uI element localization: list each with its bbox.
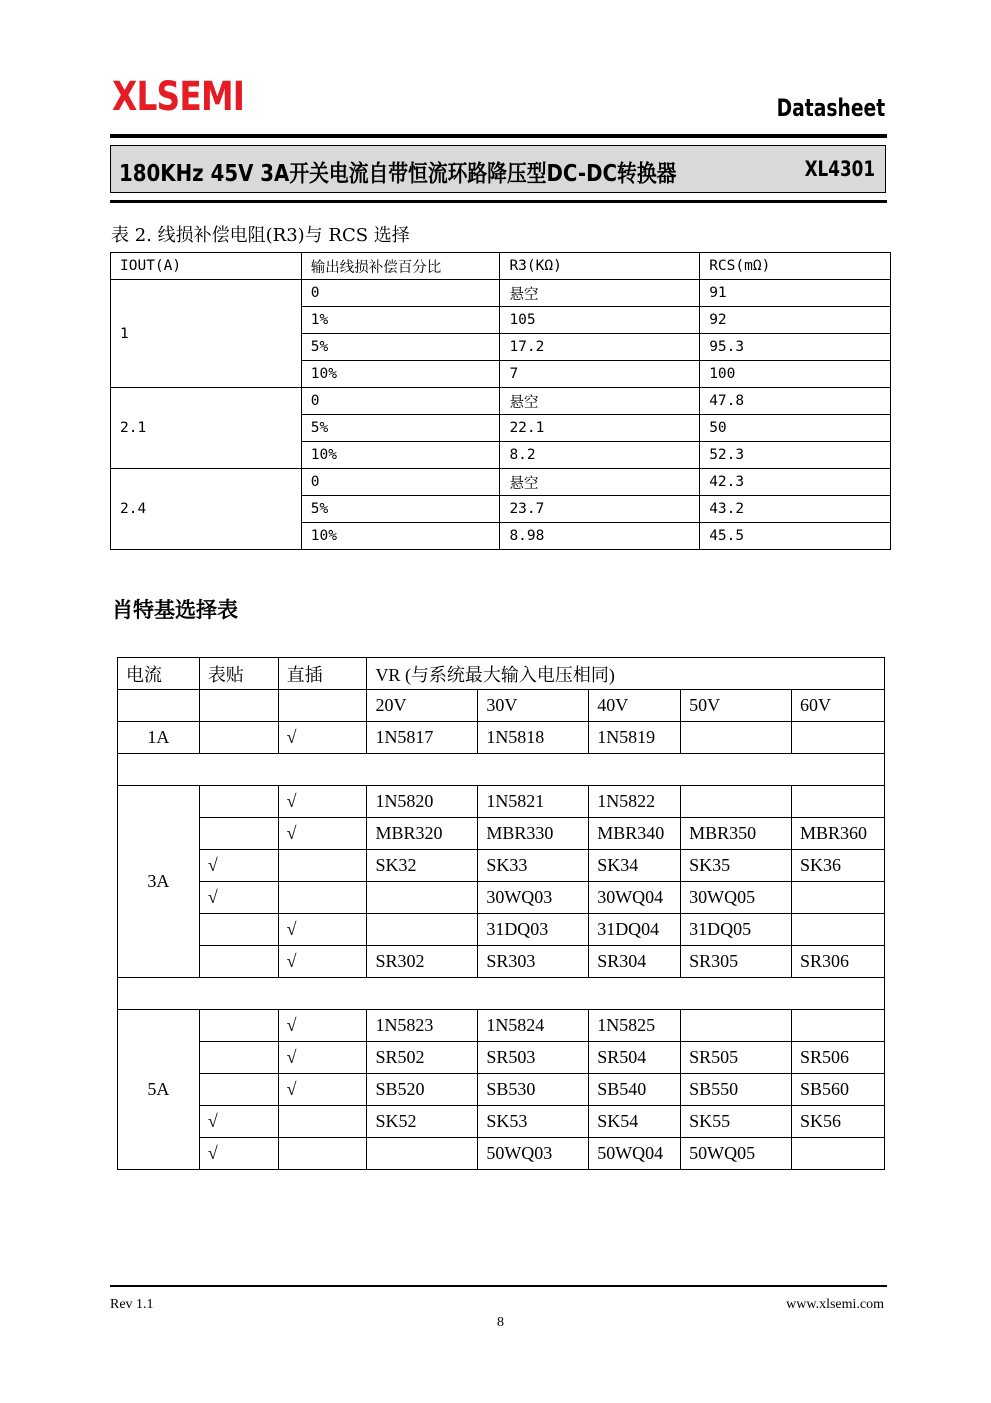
part-cell: SR505 (681, 1042, 792, 1074)
part-cell: SK54 (589, 1106, 681, 1138)
table-row (118, 1138, 885, 1170)
part-cell: SR506 (792, 1042, 885, 1074)
part-cell: 1N5825 (589, 1010, 681, 1042)
header-rule (110, 134, 887, 138)
column-header: RCS(mΩ) (700, 253, 891, 280)
table-row (111, 280, 891, 307)
current-cell: 5A (118, 1010, 200, 1170)
through-hole-check: √ (278, 1010, 367, 1042)
part-cell (681, 786, 792, 818)
r3-cell: 7 (500, 361, 700, 388)
current-header: 电流 (118, 658, 200, 690)
through-hole-check: √ (278, 946, 367, 978)
through-hole-check (278, 882, 367, 914)
rcs-cell: 47.8 (700, 388, 891, 415)
compensation-cell: 0 (301, 280, 500, 307)
rcs-cell: 43.2 (700, 496, 891, 523)
compensation-cell: 5% (301, 334, 500, 361)
table-row (118, 850, 885, 882)
blank-cell (278, 690, 367, 722)
through-hole-check: √ (278, 786, 367, 818)
schottky-table (117, 657, 885, 1170)
smd-header: 表贴 (199, 658, 278, 690)
part-cell: SR305 (681, 946, 792, 978)
spacer-cell (118, 754, 885, 786)
smd-check: √ (199, 850, 278, 882)
part-cell: SK52 (367, 1106, 478, 1138)
part-cell: SB550 (681, 1074, 792, 1106)
r3-cell: 悬空 (500, 469, 700, 496)
part-cell (367, 914, 478, 946)
rcs-cell: 92 (700, 307, 891, 334)
table-row (118, 1106, 885, 1138)
rcs-cell: 91 (700, 280, 891, 307)
iout-cell: 1 (111, 280, 302, 388)
voltage-header-row (118, 690, 885, 722)
r3-cell: 8.98 (500, 523, 700, 550)
r3-cell: 8.2 (500, 442, 700, 469)
smd-check (199, 914, 278, 946)
compensation-cell: 10% (301, 523, 500, 550)
smd-check (199, 786, 278, 818)
smd-check (199, 1074, 278, 1106)
part-cell: SR306 (792, 946, 885, 978)
rcs-cell: 45.5 (700, 523, 891, 550)
part-cell: 30WQ04 (589, 882, 681, 914)
compensation-cell: 10% (301, 442, 500, 469)
current-cell: 3A (118, 786, 200, 978)
blank-cell (118, 690, 200, 722)
part-cell: 1N5818 (478, 722, 589, 754)
compensation-cell: 0 (301, 388, 500, 415)
part-cell: MBR350 (681, 818, 792, 850)
column-header: IOUT(A) (111, 253, 302, 280)
part-cell: SK55 (681, 1106, 792, 1138)
table-row (111, 388, 891, 415)
column-header: 输出线损补偿百分比 (301, 253, 500, 280)
table-row (118, 1074, 885, 1106)
part-cell: 31DQ05 (681, 914, 792, 946)
xlsemi-logo: XLSEMI (112, 74, 245, 120)
part-cell (681, 1010, 792, 1042)
part-cell: SR503 (478, 1042, 589, 1074)
part-cell (681, 722, 792, 754)
through-hole-check: √ (278, 1074, 367, 1106)
part-cell (367, 1138, 478, 1170)
table-row (118, 786, 885, 818)
part-cell: SR302 (367, 946, 478, 978)
vr-header: VR (与系统最大输入电压相同) (367, 658, 885, 690)
part-cell: 50WQ04 (589, 1138, 681, 1170)
part-cell: 50WQ05 (681, 1138, 792, 1170)
part-cell (792, 914, 885, 946)
r3-cell: 22.1 (500, 415, 700, 442)
r3-cell: 悬空 (500, 280, 700, 307)
part-number: XL4301 (804, 157, 875, 181)
part-cell: MBR360 (792, 818, 885, 850)
part-cell: SR502 (367, 1042, 478, 1074)
r3-cell: 105 (500, 307, 700, 334)
table-header-row (118, 658, 885, 690)
blank-cell (199, 690, 278, 722)
through-hole-check (278, 1138, 367, 1170)
part-cell: MBR320 (367, 818, 478, 850)
part-cell: 31DQ04 (589, 914, 681, 946)
part-cell: 1N5822 (589, 786, 681, 818)
compensation-table (110, 252, 891, 550)
part-cell: SK53 (478, 1106, 589, 1138)
voltage-header: 30V (478, 690, 589, 722)
r3-cell: 17.2 (500, 334, 700, 361)
table-row (118, 722, 885, 754)
part-cell: SK36 (792, 850, 885, 882)
revision: Rev 1.1 (110, 1297, 154, 1312)
part-cell: SK34 (589, 850, 681, 882)
schottky-section-title: 肖特基选择表 (112, 598, 238, 622)
compensation-cell: 5% (301, 415, 500, 442)
table1-caption: 表 2. 线损补偿电阻(R3)与 RCS 选择 (111, 225, 410, 246)
rcs-cell: 52.3 (700, 442, 891, 469)
smd-check (199, 1042, 278, 1074)
voltage-header: 40V (589, 690, 681, 722)
part-cell: 1N5819 (589, 722, 681, 754)
rcs-cell: 100 (700, 361, 891, 388)
part-cell: 31DQ03 (478, 914, 589, 946)
smd-check (199, 946, 278, 978)
part-cell: 50WQ03 (478, 1138, 589, 1170)
website-link[interactable]: www.xlsemi.com (786, 1297, 884, 1312)
part-cell: SK33 (478, 850, 589, 882)
table-row (118, 1042, 885, 1074)
title-bar (110, 145, 886, 193)
smd-check (199, 818, 278, 850)
compensation-cell: 10% (301, 361, 500, 388)
compensation-cell: 5% (301, 496, 500, 523)
voltage-header: 60V (792, 690, 885, 722)
table-header-row (111, 253, 891, 280)
part-cell: 1N5824 (478, 1010, 589, 1042)
spacer-row (118, 978, 885, 1010)
through-hole-check: √ (278, 1042, 367, 1074)
part-cell: MBR330 (478, 818, 589, 850)
footer-rule (110, 1285, 887, 1287)
doc-title: 180KHz 45V 3A开关电流自带恒流环路降压型DC-DC转换器 (119, 161, 677, 187)
part-cell: SB560 (792, 1074, 885, 1106)
part-cell: SB530 (478, 1074, 589, 1106)
page-number: 8 (497, 1315, 504, 1330)
smd-check: √ (199, 882, 278, 914)
voltage-header: 50V (681, 690, 792, 722)
table-row (118, 818, 885, 850)
table-row (118, 882, 885, 914)
doc-type-label: Datasheet (776, 94, 885, 122)
iout-cell: 2.4 (111, 469, 302, 550)
part-cell: 1N5823 (367, 1010, 478, 1042)
through-hole-check (278, 1106, 367, 1138)
compensation-cell: 1% (301, 307, 500, 334)
voltage-header: 20V (367, 690, 478, 722)
part-cell: 1N5817 (367, 722, 478, 754)
part-cell: SK32 (367, 850, 478, 882)
current-cell: 1A (118, 722, 200, 754)
compensation-cell: 0 (301, 469, 500, 496)
smd-check: √ (199, 1106, 278, 1138)
part-cell: 30WQ03 (478, 882, 589, 914)
part-cell (367, 882, 478, 914)
through-hole-header: 直插 (278, 658, 367, 690)
column-header: R3(KΩ) (500, 253, 700, 280)
rcs-cell: 42.3 (700, 469, 891, 496)
smd-check (199, 1010, 278, 1042)
part-cell: SB540 (589, 1074, 681, 1106)
part-cell: SR504 (589, 1042, 681, 1074)
table-row (118, 1010, 885, 1042)
table-row (118, 914, 885, 946)
part-cell: 1N5820 (367, 786, 478, 818)
part-cell (792, 722, 885, 754)
part-cell: SR304 (589, 946, 681, 978)
part-cell: SK35 (681, 850, 792, 882)
through-hole-check: √ (278, 818, 367, 850)
part-cell: SB520 (367, 1074, 478, 1106)
part-cell: MBR340 (589, 818, 681, 850)
r3-cell: 23.7 (500, 496, 700, 523)
title-rule (110, 200, 887, 203)
r3-cell: 悬空 (500, 388, 700, 415)
table-row (118, 946, 885, 978)
smd-check (199, 722, 278, 754)
part-cell: 30WQ05 (681, 882, 792, 914)
smd-check: √ (199, 1138, 278, 1170)
part-cell (792, 882, 885, 914)
rcs-cell: 50 (700, 415, 891, 442)
spacer-row (118, 754, 885, 786)
part-cell: SK56 (792, 1106, 885, 1138)
part-cell: 1N5821 (478, 786, 589, 818)
spacer-cell (118, 978, 885, 1010)
iout-cell: 2.1 (111, 388, 302, 469)
through-hole-check: √ (278, 914, 367, 946)
through-hole-check: √ (278, 722, 367, 754)
part-cell (792, 1138, 885, 1170)
part-cell: SR303 (478, 946, 589, 978)
through-hole-check (278, 850, 367, 882)
table-row (111, 469, 891, 496)
part-cell (792, 1010, 885, 1042)
rcs-cell: 95.3 (700, 334, 891, 361)
part-cell (792, 786, 885, 818)
